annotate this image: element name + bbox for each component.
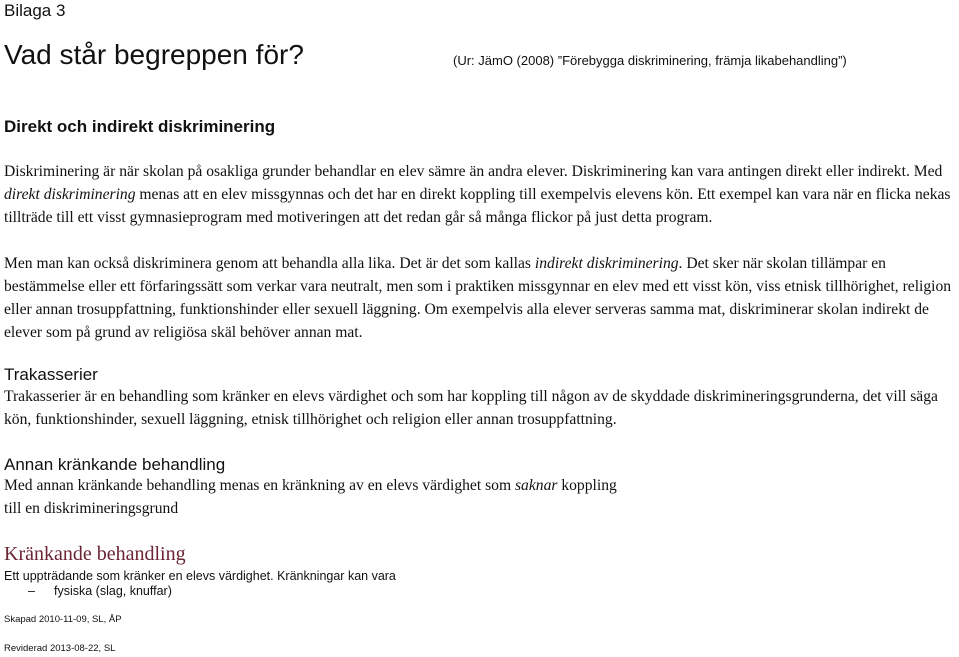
heading-direct-indirect: Direkt och indirekt diskriminering: [4, 117, 276, 136]
revised-note: Reviderad 2013-08-22, SL: [4, 643, 116, 654]
list-item: [4, 584, 172, 599]
offensive-treatment-intro: Ett uppträdande som kränker en elevs värdighet. Kränkningar kan vara: [4, 569, 396, 583]
bullet-text: fysiska (slag, knuffar): [54, 584, 172, 598]
page-title: Vad står begreppen för?: [4, 39, 304, 70]
p2-text-b: . Det sker när skolan tillämpar en bestämmelse eller ett förfaringssätt som verkar vara neutralt, men som i praktiken missgynnar en elev med ett visst kön, viss etnisk tillhörighet, religion eller annan trosuppfattning, funktionshinder eller sexuell läggning. Om exempelvis alla elever serveras samma mat, diskriminerar skolan indirekt de elever som på grund av religiösa skäl behöver annan mat.: [4, 255, 952, 341]
paragraph-harassment: Trakasserier är en behandling som kränker en elevs värdighet och som har koppling till någon av de skyddade diskrimineringsgrunderna, det vill säga kön, funktionshinder, sexuell läggning, etnisk tillhörighet och religion eller annan trosuppfattning.: [4, 388, 938, 428]
paragraph-indirect-discrimination: [4, 252, 956, 344]
paragraph-other-offensive-treatment: [4, 474, 956, 520]
created-note: Skapad 2010-11-09, SL, ÅP: [4, 614, 122, 625]
heading-other-offensive-treatment: Annan kränkande behandling: [4, 455, 226, 474]
heading-harassment: Trakasserier: [4, 365, 98, 384]
source-citation: (Ur: JämO (2008) ”Förebygga diskriminering, främja likabehandling”): [453, 53, 847, 68]
p3-text-b: koppling: [557, 477, 617, 494]
heading-offensive-treatment: Kränkande behandling: [4, 543, 186, 565]
appendix-label: Bilaga 3: [4, 1, 66, 20]
p2-emphasis: indirekt diskriminering: [534, 255, 679, 272]
p3-line2: till en diskrimineringsgrund: [4, 500, 179, 517]
p3-emphasis: saknar: [514, 477, 558, 494]
p1-emphasis: direkt diskriminering: [4, 186, 136, 203]
p1-text-b: menas att en elev missgynnas och det har en direkt koppling till exempelvis elevens kön. Ett exempel kan vara när en flicka nekas tillträde till ett visst gymnasieprogram med motiveringen att det redan går så många flickor på just detta program.: [4, 186, 951, 226]
p1-text-a: Diskriminering är när skolan på osakliga grunder behandlar en elev sämre än andra elever. Diskriminering kan vara antingen direkt eller indirekt. Med: [4, 163, 943, 180]
p2-text-a: Men man kan också diskriminera genom att behandla alla lika. Det är det som kallas: [4, 255, 535, 272]
bullet-dash: –: [28, 584, 35, 598]
paragraph-direct-discrimination: [4, 160, 956, 229]
p3-text-a: Med annan kränkande behandling menas en kränkning av en elevs värdighet som: [4, 477, 515, 494]
